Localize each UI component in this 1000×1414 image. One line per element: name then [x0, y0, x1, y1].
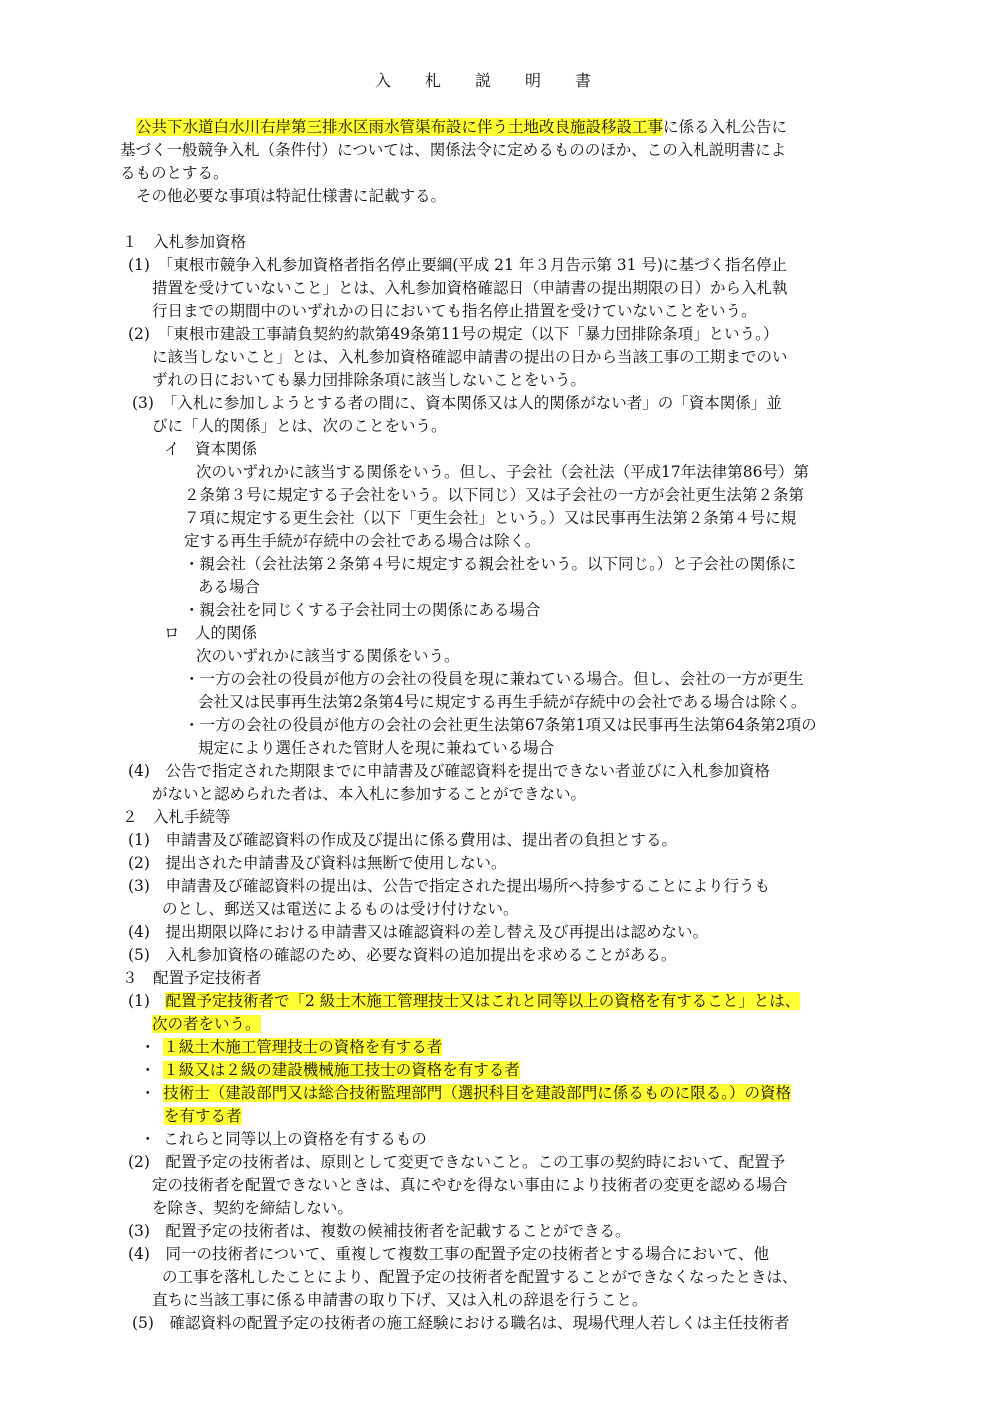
intro-line-2: 基づく一般競争入札（条件付）については、関係法令に定めるもののほか、この入札説明書によ	[120, 141, 787, 159]
capital-relation-line: ２条第３号に規定する子会社をいう。以下同じ）又は子会社の一方が会社更生法第２条第	[184, 486, 805, 504]
s2-item4: (4) 提出期限以降における申請書又は確認資料の差し替え及び再提出は認めない。	[128, 923, 708, 941]
intro-line-1	[136, 116, 787, 138]
s3-item3: (3) 配置予定の技術者は、複数の候補技術者を記載することができる。	[128, 1222, 631, 1240]
s3-item2-line: を除き、契約を締結しない。	[152, 1199, 353, 1217]
personal-bullet-2-cont: 規定により選任された管財人を現に兼ねている場合	[198, 739, 555, 757]
intro-line-3: るものとする。	[120, 164, 229, 182]
s3-item4-line: (4) 同一の技術者について、重複して複数工事の配置予定の技術者とする場合において、他	[128, 1245, 770, 1263]
s1-item1-line: (1) 「東根市競争入札参加資格者指名停止要綱(平成 21 年３月告示第 31 号)に基づく指名停止	[128, 256, 787, 274]
s1-item3-line: (3) 「入札に参加しようとする者の間に、資本関係又は人的関係がない者」の「資本関係」並	[132, 394, 782, 412]
qualification-text: を有する者	[164, 1107, 242, 1125]
personal-relation-heading: ロ 人的関係	[164, 624, 258, 642]
s1-item4-line: がないと認められた者は、本入札に参加することができない。	[152, 785, 587, 803]
personal-bullet-1: ・一方の会社の役員が他方の会社の役員を現に兼ねている場合。但し、会社の一方が更生	[184, 670, 804, 688]
document-title: 入札説明書	[374, 71, 625, 90]
qualification-bullet-3	[140, 1082, 791, 1104]
personal-relation-line: 次のいずれかに該当する関係をいう。	[196, 647, 460, 665]
s2-item3-line: のとし、郵送又は電送によるものは受け付けない。	[162, 900, 519, 918]
s1-item2-line: ずれの日においても暴力団排除条項に該当しないことをいう。	[152, 371, 587, 389]
section-3-heading: ３ 配置予定技術者	[122, 969, 262, 987]
capital-bullet-2: ・親会社を同じくする子会社同士の関係にある場合	[184, 601, 541, 619]
qualification-text: 技術士（建設部門又は総合技術監理部門（選択科目を建設部門に係るものに限る。）の資格	[163, 1084, 792, 1102]
s2-item5: (5) 入札参加資格の確認のため、必要な資料の追加提出を求めることがある。	[128, 946, 677, 964]
s1-item4-line: (4) 公告で指定された期限までに申請書及び確認資料を提出できない者並びに入札参加資格	[128, 762, 770, 780]
capital-bullet-1: ・親会社（会社法第２条第４号に規定する親会社をいう。以下同じ。）と子会社の関係に	[184, 555, 797, 573]
section-1-heading: １ 入札参加資格	[122, 233, 247, 251]
qualification-bullet-1	[140, 1036, 442, 1058]
bullet-marker: ・	[140, 1130, 156, 1148]
s3-item1-line	[128, 990, 800, 1012]
bullet-marker: ・	[140, 1038, 156, 1056]
s3-item5: (5) 確認資料の配置予定の技術者の施工経験における職名は、現場代理人若しくは主任技術者	[132, 1314, 790, 1332]
s2-item1: (1) 申請書及び確認資料の作成及び提出に係る費用は、提出者の負担とする。	[128, 831, 677, 849]
qualification-text: １級土木施工管理技士の資格を有する者	[163, 1038, 443, 1056]
qualification-bullet-4	[140, 1128, 427, 1150]
personal-bullet-2: ・一方の会社の役員が他方の会社の会社更生法第67条第1項又は民事再生法第64条第2項の	[184, 716, 817, 734]
personal-bullet-1-cont: 会社又は民事再生法第2条第4号に規定する再生手続が存続中の会社である場合は除く。	[198, 693, 807, 711]
bullet-marker: ・	[140, 1061, 156, 1079]
s3-item2-line: (2) 配置予定の技術者は、原則として変更できないこと。この工事の契約時において、配置予	[128, 1153, 786, 1171]
s1-item1-line: 措置を受けていないこと」とは、入札参加資格確認日（申請書の提出期限の日）から入札執	[152, 279, 788, 297]
capital-relation-line: ７項に規定する更生会社（以下「更生会社」という。）又は民事再生法第２条第４号に規	[184, 509, 797, 527]
capital-bullet-1-cont: ある場合	[198, 578, 261, 596]
intro-line-1-rest: に係る入札公告に	[663, 118, 788, 136]
s1-item2-line: に該当しないこと」とは、入札参加資格確認申請書の提出の日から当該工事の工期までのい	[152, 348, 788, 366]
qualification-bullet-2	[140, 1059, 520, 1081]
project-name-highlight: 公共下水道白水川右岸第三排水区雨水管渠布設に伴う土地改良施設移設工事	[136, 118, 664, 136]
s3-item1-highlight: 配置予定技術者で「2 級土木施工管理技士又はこれと同等以上の資格を有すること」とは、	[165, 992, 801, 1010]
s1-item1-line: 行日までの期間中のいずれかの日においても指名停止措置を受けていないことをいう。	[152, 302, 757, 320]
qualification-text: これらと同等以上の資格を有するもの	[163, 1130, 427, 1148]
capital-relation-heading: イ 資本関係	[164, 440, 258, 458]
s2-item2: (2) 提出された申請書及び資料は無断で使用しない。	[128, 854, 507, 872]
s1-item3-line: びに「人的関係」とは、次のことをいう。	[152, 417, 447, 435]
s3-item1-number: (1)	[128, 992, 150, 1010]
s3-item4-line: 直ちに当該工事に係る申請書の取り下げ、又は入札の辞退を行うこと。	[152, 1291, 648, 1309]
bullet-marker: ・	[140, 1084, 156, 1102]
s1-item2-line: (2) 「東根市建設工事請負契約約款第49条第11号の規定（以下「暴力団排除条項」という。）	[128, 325, 779, 343]
s2-item3-line: (3) 申請書及び確認資料の提出は、公告で指定された提出場所へ持参することにより行うも	[128, 877, 770, 895]
section-2-heading: ２ 入札手続等	[122, 808, 231, 826]
qualification-bullet-3-cont	[164, 1105, 242, 1127]
intro-line-4: その他必要な事項は特記仕様書に記載する。	[136, 187, 447, 205]
capital-relation-line: 次のいずれかに該当する関係をいう。但し、子会社（会社法（平成17年法律第86号）第	[196, 463, 809, 481]
s3-item2-line: 定の技術者を配置できないときは、真にやむを得ない事由により技術者の変更を認める場合	[152, 1176, 788, 1194]
capital-relation-line: 定する再生手続が存続中の会社である場合は除く。	[184, 532, 541, 550]
qualification-text: １級又は２級の建設機械施工技士の資格を有する者	[163, 1061, 520, 1079]
s3-item1-line	[152, 1013, 261, 1035]
s3-item1-highlight-cont: 次の者をいう。	[152, 1015, 261, 1033]
s3-item4-line: の工事を落札したことにより、配置予定の技術者を配置することができなくなったときは、	[162, 1268, 798, 1286]
